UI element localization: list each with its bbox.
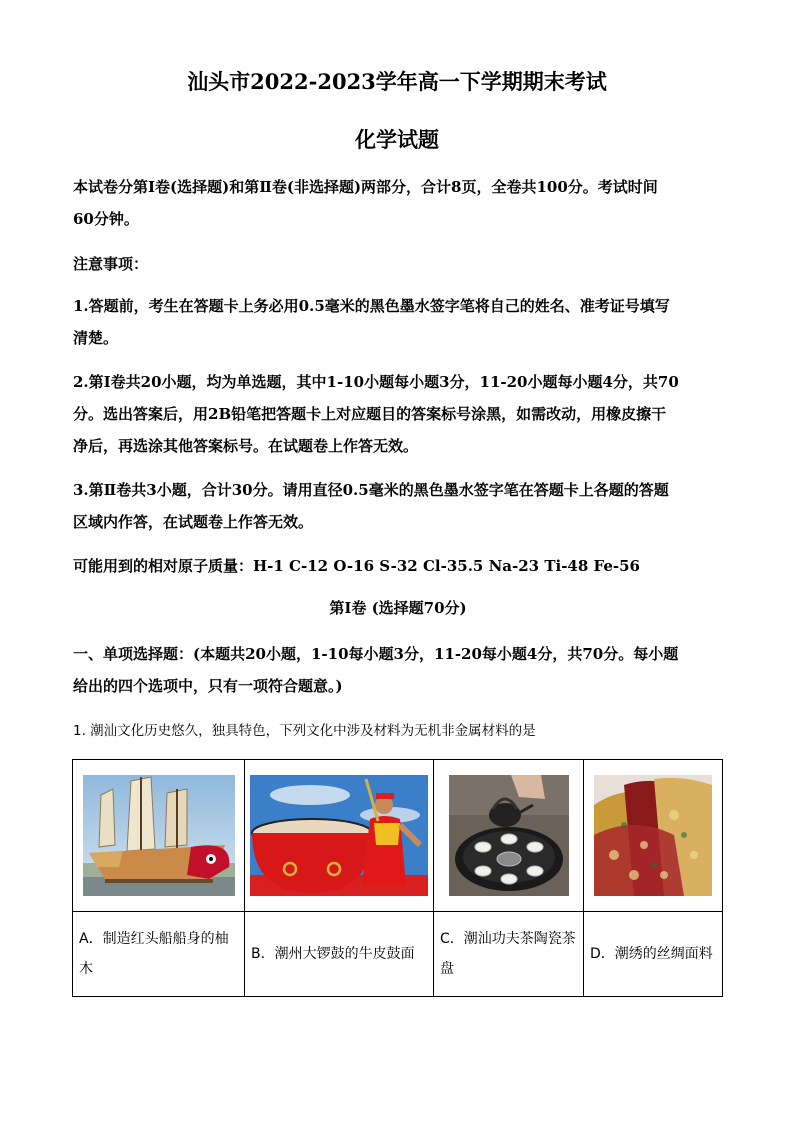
option-d-label: D．潮绣的丝绸面料 [584,912,723,997]
section-heading-line: 给出的四个选项中，只有一项符合题意。) [73,677,343,695]
notice-item-3 [73,474,723,538]
notice-item-1 [73,290,723,354]
section-heading [73,638,723,702]
intro-line: 60分钟。 [73,210,139,228]
notice-line: 区域内作答，在试题卷上作答无效。 [73,513,314,531]
section-title: 第Ⅰ卷 (选择题70分) [329,599,467,617]
notice-item-2 [73,366,723,462]
option-a-image-cell [73,760,245,912]
section-heading-line: 一、单项选择题：(本题共20小题，1-10每小题3分，11-20每小题4分，共70分。每小题 [73,645,679,663]
question-1-stem: 1. 潮汕文化历史悠久，独具特色，下列文化中涉及材料为无机非金属材料的是 [73,723,536,739]
notice-line: 分。选出答案后，用2B铅笔把答题卡上对应题目的答案标号涂黑，如需改动，用橡皮擦干 [73,405,667,423]
option-c-label: C．潮汕功夫茶陶瓷茶盘 [434,912,584,997]
silk-fabric-photo [594,775,712,896]
notice-line: 3.第Ⅱ卷共3小题，合计30分。请用直径0.5毫米的黑色墨水签字笔在答题卡上各题的答题 [73,481,669,499]
page-subtitle: 化学试题 [355,127,439,152]
option-b-image-cell [245,760,434,912]
notice-heading: 注意事项： [73,255,149,273]
notice-line: 清楚。 [73,329,119,347]
tea-set-photo [449,775,569,896]
option-b-label: B．潮州大锣鼓的牛皮鼓面 [245,912,434,997]
notice-line: 1.答题前，考生在答题卡上务必用0.5毫米的黑色墨水签字笔将自己的姓名、准考证号填写 [73,297,670,315]
option-c-image-cell [434,760,584,912]
intro-line: 本试卷分第Ⅰ卷(选择题)和第Ⅱ卷(非选择题)两部分，合计8页，全卷共100分。考试时间 [73,178,658,196]
question-1-options-table [72,759,723,997]
red-drum-photo [250,775,428,896]
atomic-masses: 可能用到的相对原子质量：H-1 C-12 O-16 S-32 Cl-35.5 Na-23 Ti-48 Fe-56 [73,557,640,575]
notice-line: 2.第Ⅰ卷共20小题，均为单选题，其中1-10小题每小题3分，11-20小题每小题4分，共70 [73,373,679,391]
option-a-label: A．制造红头船船身的柚木 [73,912,245,997]
option-d-image-cell [584,760,723,912]
notice-line: 净后，再选涂其他答案标号。在试题卷上作答无效。 [73,437,419,455]
intro-text [73,171,723,235]
red-junk-ship-photo [83,775,235,896]
page-title: 汕头市2022-2023学年高一下学期期末考试 [187,69,607,94]
